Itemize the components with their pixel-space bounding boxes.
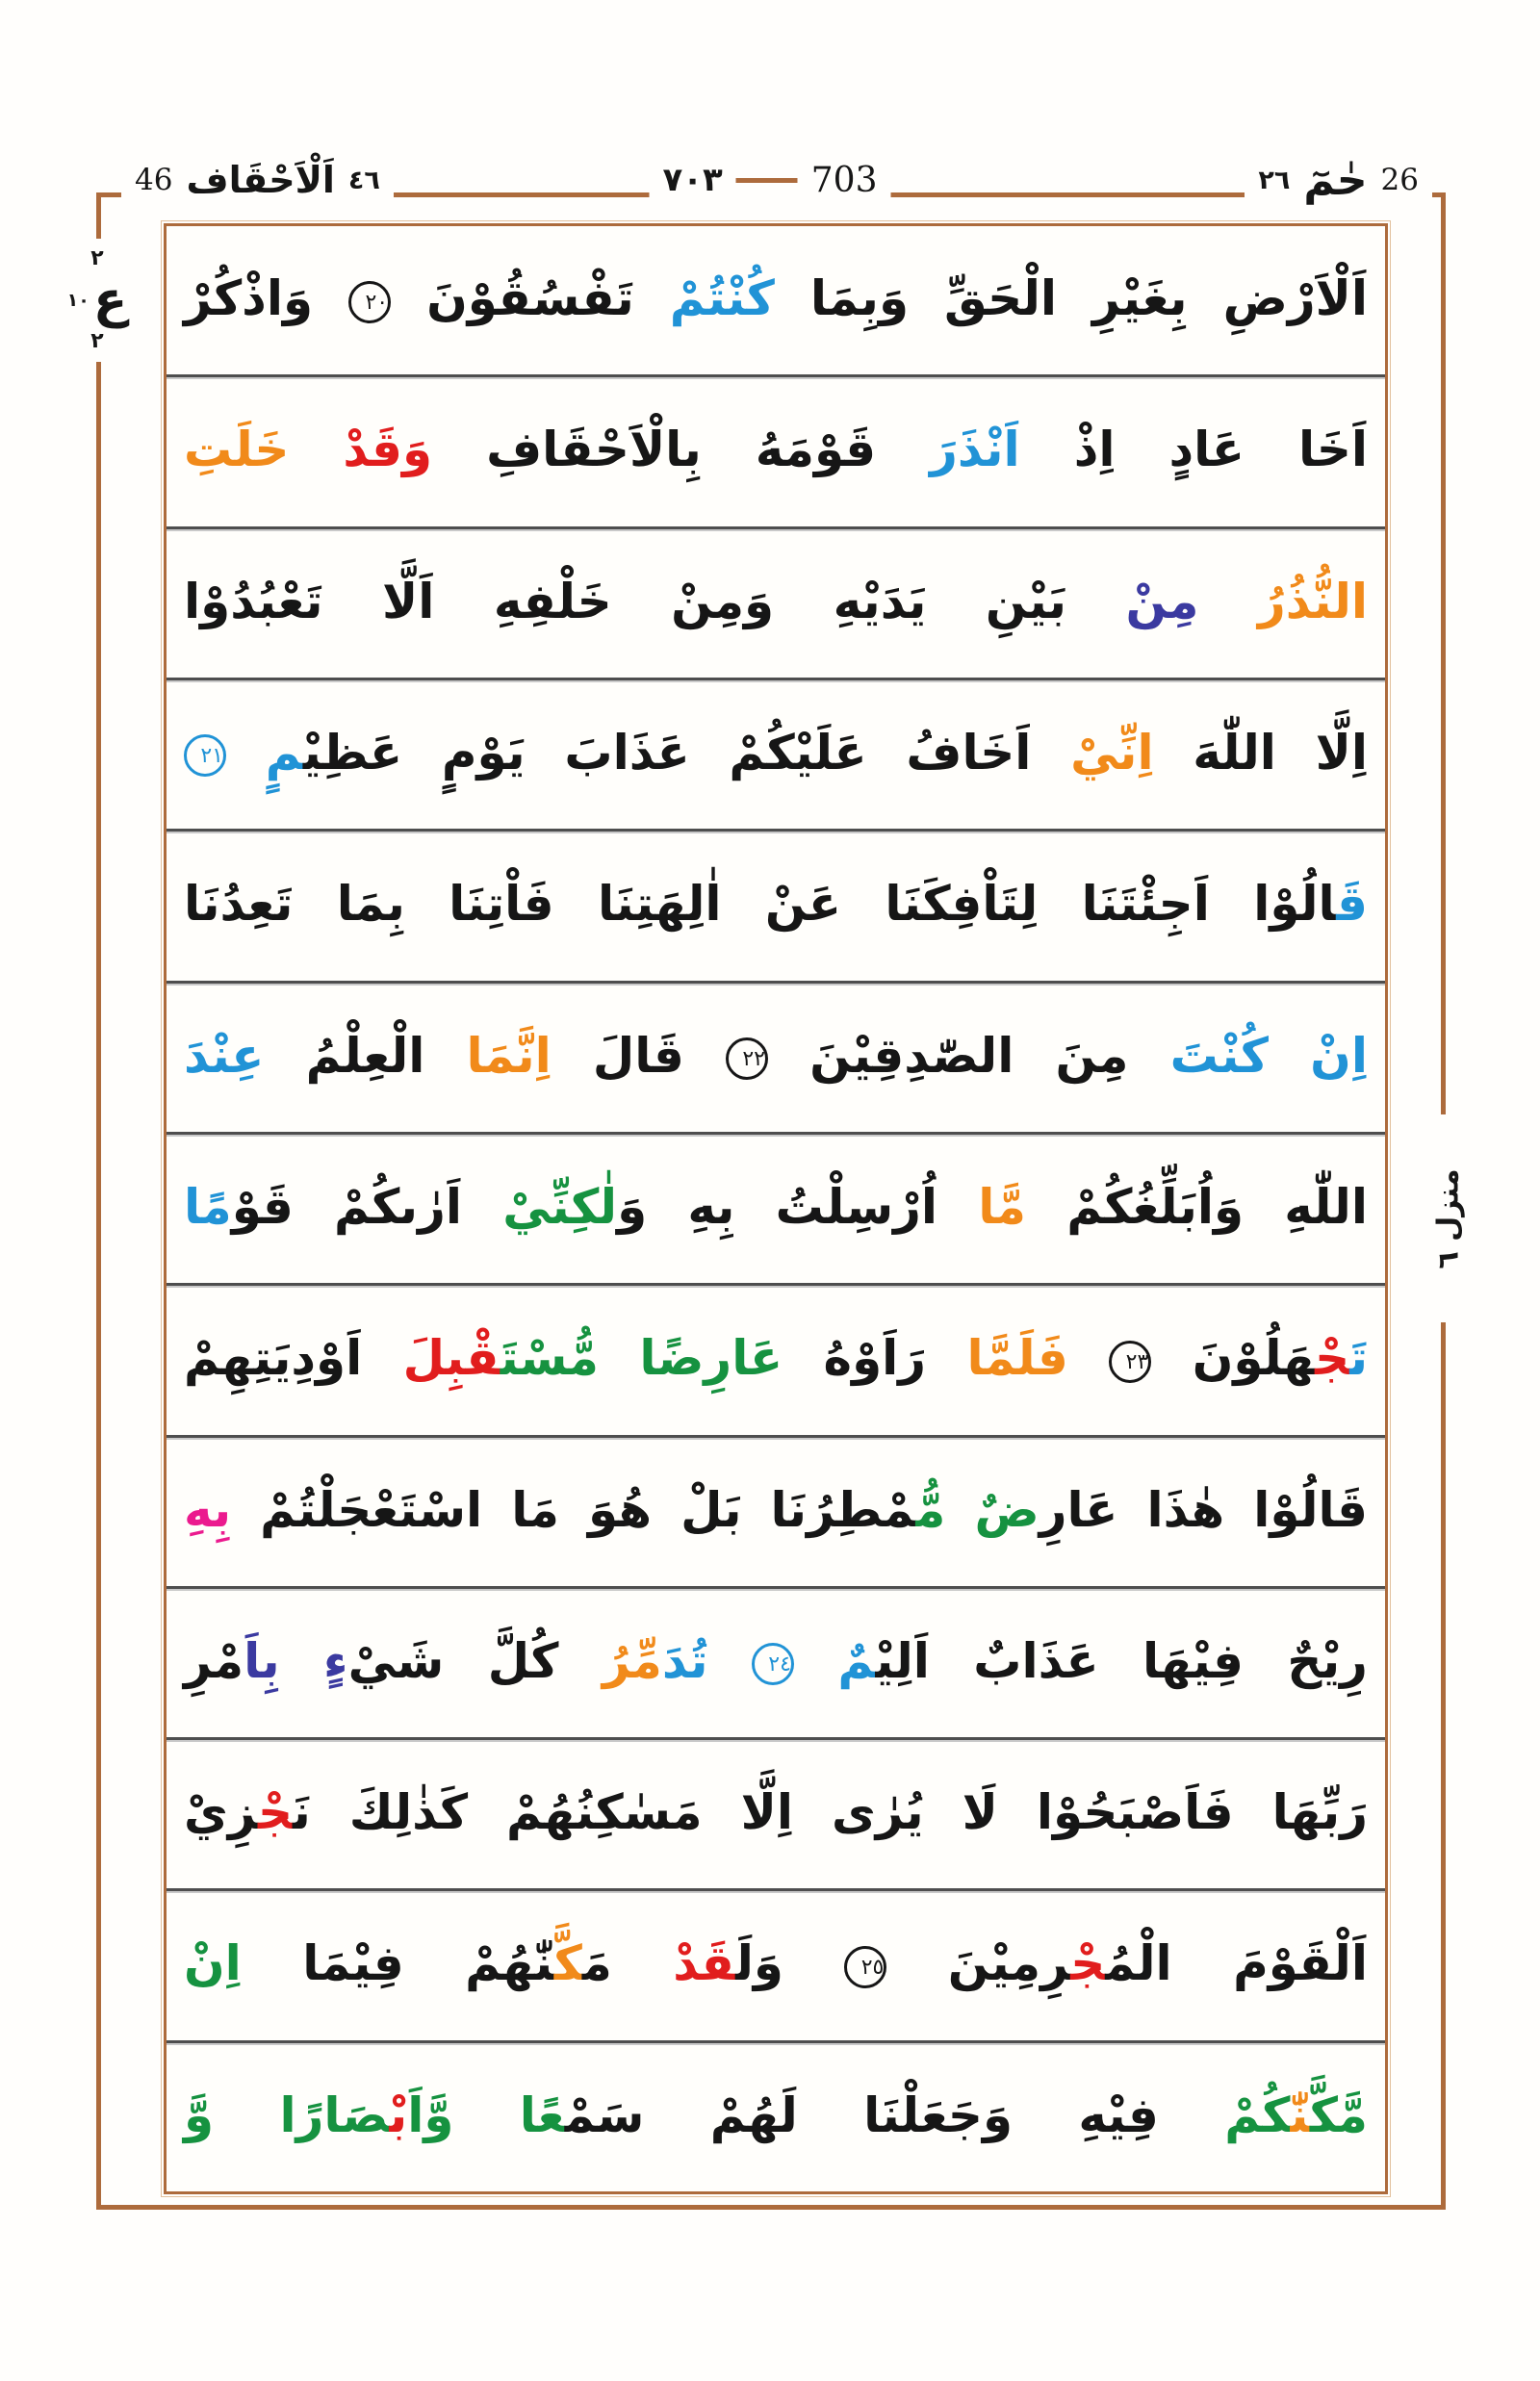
text-segment: اَخَافُ عَلَيْكُمْ عَذَابَ يَوْمٍ (441, 724, 1032, 781)
text-rows (167, 226, 1385, 2191)
text-segment: عَظِيْ‍ (302, 724, 403, 781)
text-segment: اَوْدِيَتِهِمْ (184, 1330, 363, 1387)
verse-number-badge: ٢٣ (1109, 1341, 1151, 1383)
text-segment: ‍مْطِرُنَا بَلْ هُوَ مَا اسْتَعْجَلْتُمْ (260, 1481, 916, 1538)
quran-line (167, 981, 1385, 1132)
text-segment: اِنْ كُنْتَ (1169, 1027, 1368, 1084)
text-segment: عِنْدَ (184, 1027, 265, 1084)
quran-line (167, 1737, 1385, 1888)
text-segment: رَاَوْهُ (823, 1330, 927, 1387)
text-segment: ‍الُوْا (1253, 876, 1337, 933)
text-segment: كُنْتُمْ (669, 270, 775, 326)
quran-line (167, 526, 1385, 678)
text-segment: الْعِلْمُ (305, 1027, 425, 1084)
text-segment: فَلَمَّا (966, 1330, 1068, 1387)
text-segment: مْرِ (184, 1632, 244, 1689)
text-segment: قَالُوْا هٰذَا عَارِ (1039, 1481, 1368, 1538)
text-segment: فِيْمَا (302, 1935, 404, 1992)
text-segment: قَ‍ (1336, 876, 1368, 933)
text-segment: تَفْسُقُوْنَ (426, 270, 634, 326)
header-surah (121, 146, 394, 214)
verse-number-badge: ٢٤ (752, 1643, 794, 1685)
verse-number-badge: ٢١ (184, 734, 226, 777)
text-segment: ‍قْبِلَ (402, 1330, 500, 1387)
text-segment: اَلْقَوْمَ الْمُ‍ (1105, 1935, 1368, 1992)
text-segment: قَالَ (592, 1027, 684, 1084)
text-segment: وَلَ‍ (735, 1935, 783, 1992)
juz-number-indic: ٢٦ (1258, 165, 1291, 195)
verse-number-badge: ٢٥ (844, 1946, 886, 1988)
text-segment: عَارِضًا (639, 1330, 783, 1387)
text-segment: وَّاَ (407, 2087, 454, 2143)
header-juz (1245, 146, 1432, 214)
text-segment: ‍نّٰ‍ (1290, 2087, 1310, 2143)
text-frame (164, 223, 1388, 2194)
quran-line (167, 2040, 1385, 2191)
text-segment: مِّرُ (602, 1632, 662, 1689)
text-segment: اَنْذَرَ (930, 422, 1020, 478)
text-segment: ‍جْ‍ (257, 1784, 293, 1841)
text-segment: اَلْاَرْضِ بِغَيْرِ الْحَقِّ وَبِمَا (809, 270, 1368, 326)
text-segment: اَخَا عَادٍ اِذْ (1073, 422, 1368, 478)
juz-name: حٰمٓ (1303, 155, 1368, 205)
text-segment: بِاَ (244, 1632, 280, 1689)
ruku-ayah-count: ١٠ (66, 290, 90, 311)
text-segment: ‍نّٰهُمْ (465, 1935, 554, 1992)
text-segment: اِنْ (184, 1935, 242, 1992)
text-segment: بِهِ (184, 1481, 232, 1538)
header-divider-line (736, 178, 798, 183)
text-segment: اِنَّمَا (466, 1027, 552, 1084)
surah-number-latin: 46 (135, 163, 173, 197)
text-segment: تُدَ (661, 1632, 708, 1689)
quran-line (167, 226, 1385, 374)
text-segment: ءٍ (323, 1632, 348, 1689)
text-segment: وَّ (184, 2087, 215, 2143)
text-segment: خَلَتِ (184, 422, 290, 478)
quran-line (167, 829, 1385, 980)
page-number-indic: ٧٠٣ (662, 161, 723, 199)
quran-line (167, 1132, 1385, 1283)
text-segment: مَ‍ (581, 1935, 612, 1992)
text-segment: ‍عًا (519, 2087, 565, 2143)
text-segment: ‍جْ‍ (1315, 1330, 1350, 1387)
quran-line (167, 1888, 1385, 2039)
header-page-number (650, 146, 891, 214)
text-segment: اِلَّا اللّٰهَ (1193, 724, 1368, 781)
text-segment: مِنَ الصّٰدِقِيْنَ (809, 1027, 1129, 1084)
text-segment: ‍هَلُوْنَ (1192, 1330, 1316, 1387)
text-segment: ‍كُمْ (1224, 2087, 1291, 2143)
manzil-marker (1419, 1114, 1478, 1322)
verse-number-badge: ٢٠ (348, 281, 391, 323)
text-segment: قَوْمَهُ بِالْاَحْقَافِ (486, 422, 877, 478)
text-segment: مُّ‍ (915, 1481, 946, 1538)
text-segment: مَّا (978, 1178, 1026, 1235)
text-segment: رِيْحٌ فِيْهَا عَذَابٌ اَلِيْ‍ (875, 1632, 1368, 1689)
surah-number-indic: ٤٦ (347, 165, 380, 195)
text-segment: ضٌ (974, 1481, 1040, 1538)
text-segment: ‍جْ‍ (1070, 1935, 1106, 1992)
text-segment: وَاذْكُرْ (184, 270, 314, 326)
text-segment: نَ‍ (292, 1784, 311, 1841)
ruku-count-top: ٢ (90, 246, 104, 270)
text-segment: ‍صَارًا (279, 2087, 390, 2143)
text-segment: النُّذُرُ (1258, 573, 1368, 629)
quran-line (167, 374, 1385, 525)
text-segment: ‍كَّ‍ (553, 1935, 582, 1992)
text-segment: بَيْنِ يَدَيْهِ وَمِنْ خَلْفِهِ اَلَّا تَعْبُدُوْا (184, 573, 1067, 629)
text-segment: وَقَدْ (343, 422, 433, 478)
page-number-latin: 703 (810, 160, 878, 200)
text-segment: ‍رِمِيْنَ (947, 1935, 1071, 1992)
text-segment: ‍قَدْ (673, 1935, 736, 1992)
text-segment: اِنِّيْ (1070, 724, 1154, 781)
quran-line (167, 1283, 1385, 1434)
verse-number-badge: ٢٢ (726, 1037, 768, 1080)
text-segment: اللّٰهِ وَاُبَلِّغُكُمْ (1066, 1178, 1368, 1235)
text-segment: مًا (184, 1178, 232, 1235)
text-segment: كُلَّ شَيْ (347, 1632, 559, 1689)
text-segment: تَ‍ (1349, 1330, 1368, 1387)
text-segment: لٰكِنِّيْ (502, 1178, 618, 1235)
text-segment: اَجِئْتَنَا لِتَاْفِكَنَا عَنْ اٰلِهَتِنَا فَاْتِنَا بِمَا تَعِدُنَا (184, 876, 1210, 933)
quran-line (167, 1586, 1385, 1737)
text-segment: اُرْسِلْتُ بِهِ وَ (617, 1178, 938, 1235)
text-segment: اَرٰىكُمْ قَوْ (231, 1178, 462, 1235)
text-segment: ‍مٌ (837, 1632, 876, 1689)
ain-ruku-icon: ع (92, 271, 128, 329)
text-segment: بْ‍ (389, 2087, 408, 2143)
text-segment: مُّسْتَ‍ (500, 1330, 599, 1387)
manzil-label: منزل ٦ (1431, 1167, 1466, 1269)
text-segment: رَبِّهَا فَاَصْبَحُوْا لَا يُرٰى اِلَّا مَسٰكِنُهُمْ كَذٰلِكَ (348, 1784, 1368, 1841)
juz-number-latin: 26 (1380, 163, 1419, 197)
quran-line (167, 678, 1385, 829)
ruku-count-bottom: ٢ (90, 329, 104, 353)
text-segment: مِنْ (1125, 573, 1199, 629)
text-segment: ‍زِيْ (184, 1784, 258, 1841)
text-segment: فِيْهِ وَجَعَلْنَا لَهُمْ سَمْ‍ (564, 2087, 1159, 2143)
surah-name: اَلْاَحْقَاف (186, 159, 335, 201)
quran-line (167, 1435, 1385, 1586)
text-segment: ‍مٍ (265, 724, 303, 781)
ruku-marker (64, 239, 131, 362)
text-segment: مَّكَّ‍ (1309, 2087, 1368, 2143)
